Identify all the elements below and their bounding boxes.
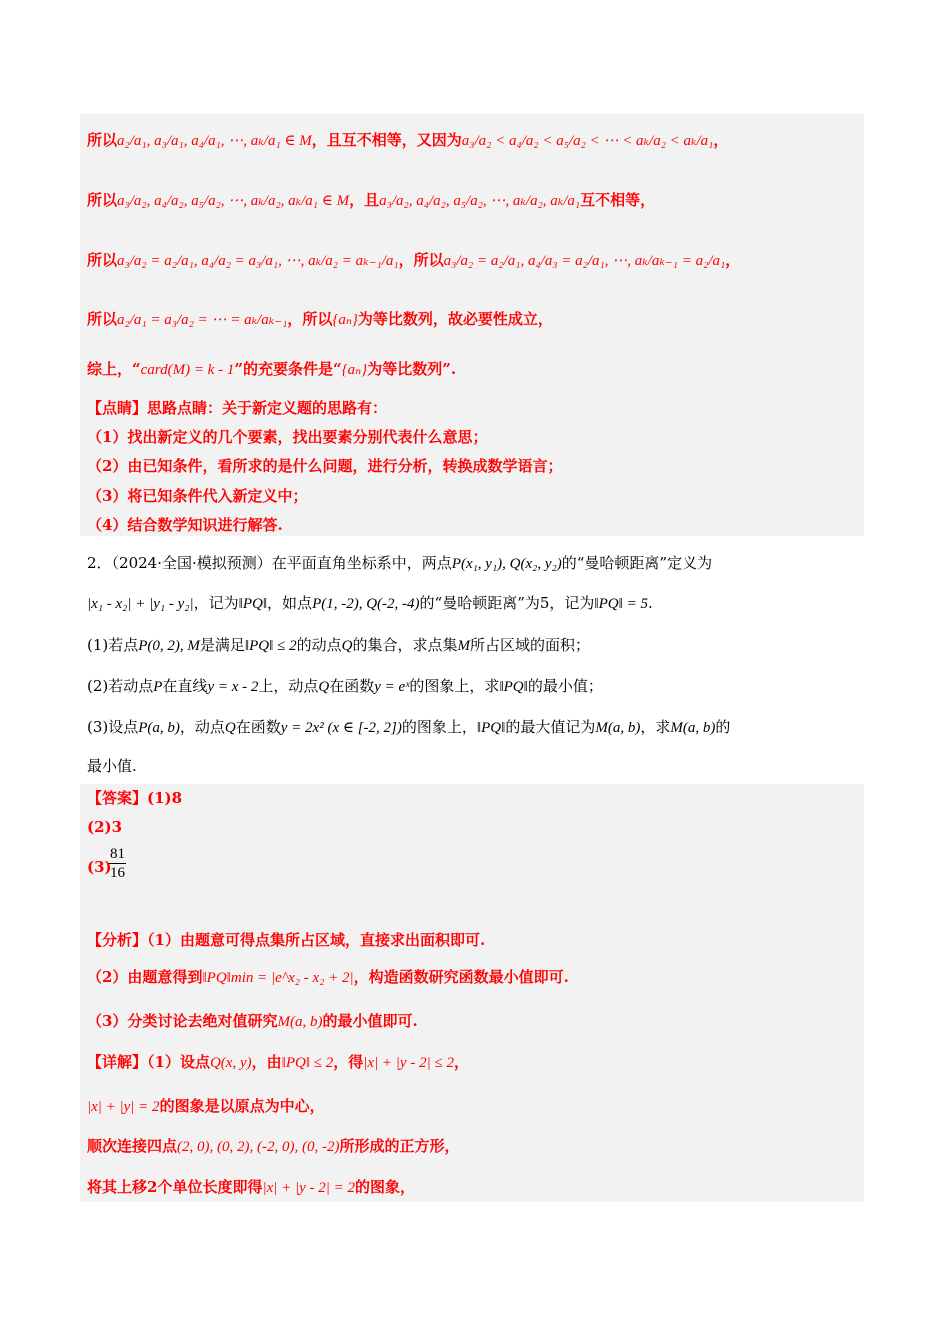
proof-line-4 <box>87 309 553 330</box>
proof-line-1 <box>87 130 728 151</box>
proof-text: 为等比数列”. <box>367 360 457 378</box>
proof-text: 所以 <box>87 191 118 209</box>
detail-line-2 <box>87 1096 325 1117</box>
detail-label: 【详解】 <box>87 1053 148 1071</box>
question-formula: P(a, b) <box>138 720 180 736</box>
proof-text: 互不相等， <box>580 191 656 209</box>
proof-line-2 <box>87 190 655 211</box>
analysis-text: 的最小值即可. <box>322 1012 418 1030</box>
analysis-formula: ‖PQ‖min = |e^x₂ - x₂ + 2| <box>202 970 354 986</box>
question-text: 的图象上，求 <box>409 677 500 695</box>
fraction-numerator: 81 <box>110 846 125 862</box>
question-part-1 <box>87 635 590 656</box>
analysis-text: ，构造函数研究函数最小值即可. <box>353 968 569 986</box>
question-formula: M(a, b) <box>670 720 716 736</box>
analysis-line-1 <box>87 930 485 950</box>
question-formula: y = 2x² (x ∈ [-2, 2]) <box>280 720 402 736</box>
question-text: 的最小值； <box>527 677 603 695</box>
detail-text: 的图象是以原点为中心， <box>159 1097 325 1115</box>
analysis-formula: M(a, b) <box>277 1014 323 1030</box>
question-text: 在直线 <box>162 677 208 695</box>
detail-text: ，由 <box>251 1053 282 1071</box>
proof-formula: a₃/a₂ = a₂/a₁, a₄/a₂ = a₃/a₁, ⋯, aₖ/a₂ = aₖ₋₁/a₁ <box>117 253 399 269</box>
question-formula: P <box>153 679 163 695</box>
proof-line-5 <box>87 359 456 380</box>
proof-text: ，且互不相等，又因为 <box>311 131 462 149</box>
question-formula: ‖PQ‖ <box>499 679 528 695</box>
proof-text: ”的充要条件是“ <box>234 360 342 378</box>
proof-formula: a₃/a₂, a₄/a₂, a₅/a₂, ⋯, aₖ/a₂, aₖ/a₁ <box>379 193 581 209</box>
proof-text: ，且 <box>349 191 380 209</box>
detail-formula: |x| + |y - 2| = 2 <box>262 1180 356 1196</box>
dianjing-item: （2）由已知条件，看所求的是什么问题，进行分析，转换成数学语言； <box>87 457 563 475</box>
question-line-1 <box>87 553 712 574</box>
detail-text: 的图象， <box>355 1178 416 1196</box>
detail-formula: |x| + |y| = 2 <box>87 1099 160 1115</box>
detail-text: 顺次连接四点 <box>87 1137 178 1155</box>
proof-line-3 <box>87 250 740 271</box>
analysis-line-2 <box>87 967 569 988</box>
analysis-text: （2）由题意得到 <box>87 968 203 986</box>
proof-text: 所以 <box>87 131 118 149</box>
question-text: 在平面直角坐标系中，两点 <box>271 554 452 572</box>
question-formula: Q <box>224 720 236 736</box>
question-formula: |x₁ - x₂| + |y₁ - y₂| <box>87 596 194 612</box>
question-formula: P(0, 2), M <box>138 638 200 654</box>
detail-text: ，得 <box>333 1053 364 1071</box>
question-line-2 <box>87 593 653 614</box>
answer-label: 【答案】 <box>87 789 148 807</box>
question-formula: ‖PQ‖ <box>476 720 506 736</box>
question-text: 上，动点 <box>258 677 319 695</box>
detail-formula: (2, 0), (0, 2), (-2, 0), (0, -2) <box>177 1139 340 1155</box>
detail-line-3 <box>87 1136 459 1157</box>
proof-text: ，所以 <box>398 251 444 269</box>
question-text: 的最大值记为 <box>505 718 596 736</box>
detail-formula: |x| + |y - 2| ≤ 2 <box>363 1055 454 1071</box>
proof-formula: a₃/a₂ = a₂/a₁, a₄/a₃ = a₂/a₁, ⋯, aₖ/aₖ₋₁ = a₂/a₁ <box>443 253 726 269</box>
question-text: 的“曼哈顿距离”为5，记为 <box>419 594 595 612</box>
analysis-line-3 <box>87 1011 418 1032</box>
question-text: 是满足 <box>199 636 245 654</box>
dianjing-item: （3）将已知条件代入新定义中； <box>87 487 308 505</box>
question-part-3 <box>87 717 730 738</box>
question-formula: Q <box>341 638 353 654</box>
proof-formula: a₃/a₂ < a₄/a₂ < a₅/a₂ < ⋯ < aₖ/a₂ < aₖ/a₁ <box>461 133 714 149</box>
detail-formula: Q(x, y) <box>209 1055 252 1071</box>
question-formula: P(x₁, y₁), Q(x₂, y₂) <box>451 556 562 572</box>
analysis-text: （3）分类讨论去绝对值研究 <box>87 1012 278 1030</box>
question-formula: M(a, b) <box>595 720 641 736</box>
dianjing-item: （1）找出新定义的几个要素，找出要素分别代表什么意思； <box>87 428 488 446</box>
question-text: ，记为 <box>193 594 239 612</box>
proof-formula: a₃/a₂, a₄/a₂, a₅/a₂, ⋯, aₖ/a₂, aₖ/a₁ ∈ M <box>117 193 350 209</box>
question-part-3-continued: 最小值. <box>87 757 137 775</box>
proof-text: 综上，“ <box>87 360 141 378</box>
question-formula: Q <box>318 679 330 695</box>
detail-line-1 <box>87 1052 469 1073</box>
question-text: 在函数 <box>235 718 281 736</box>
analysis-label: 【分析】 <box>87 931 148 949</box>
question-number: 2． <box>87 554 112 572</box>
question-text: (2)若动点 <box>87 677 154 695</box>
proof-text: 为等比数列，故必要性成立， <box>357 310 553 328</box>
question-formula: ‖PQ‖ <box>238 596 268 612</box>
detail-text: ， <box>453 1053 469 1071</box>
question-formula: y = x - 2 <box>207 679 259 695</box>
proof-formula: a₂/a₁, a₃/a₁, a₄/a₁, ⋯, aₖ/a₁ ∈ M <box>117 133 312 149</box>
proof-formula: {aₙ} <box>341 362 368 378</box>
answer-part-label: (3) <box>87 858 112 876</box>
question-formula: P(1, -2), Q(-2, -4) <box>312 596 420 612</box>
proof-formula: card(M) = k - 1 <box>140 362 235 378</box>
dianjing-item: （4）结合数学知识进行解答. <box>87 516 283 534</box>
question-text: 的“曼哈顿距离”定义为 <box>561 554 713 572</box>
analysis-text: （1）由题意可得点集所占区域，直接求出面积即可. <box>147 931 486 949</box>
detail-text: 所形成的正方形， <box>339 1137 460 1155</box>
answer-fraction <box>109 845 126 882</box>
fraction-denominator: 16 <box>110 865 125 881</box>
proof-formula: {aₙ} <box>332 312 358 328</box>
dianjing-title: 【点睛】思路点睛：关于新定义题的思路有： <box>87 399 388 417</box>
question-formula: ‖PQ‖ ≤ 2 <box>244 638 297 654</box>
detail-line-4 <box>87 1177 415 1198</box>
question-text: (3)设点 <box>87 718 139 736</box>
proof-text: 所以 <box>87 251 118 269</box>
proof-text: ， <box>713 131 729 149</box>
answer-line-1 <box>87 788 182 808</box>
question-formula: ‖PQ‖ = 5 <box>594 596 648 612</box>
question-text: 的动点 <box>296 636 342 654</box>
proof-text: 所以 <box>87 310 118 328</box>
question-part-2 <box>87 676 603 697</box>
detail-formula: ‖PQ‖ ≤ 2 <box>281 1055 334 1071</box>
question-source: （2024·全国·模拟预测） <box>111 554 272 572</box>
proof-text: ， <box>725 251 741 269</box>
question-text: 在函数 <box>329 677 375 695</box>
question-formula: y = eˣ <box>374 679 410 695</box>
question-text: 的 <box>715 718 731 736</box>
question-text: ，求 <box>640 718 671 736</box>
detail-text: 将其上移2个单位长度即得 <box>87 1178 263 1196</box>
question-text: 的集合，求点集 <box>352 636 458 654</box>
question-text: ，如点 <box>267 594 313 612</box>
proof-formula: a₂/a₁ = a₃/a₂ = ⋯ = aₖ/aₖ₋₁ <box>117 312 288 328</box>
question-text: (1)若点 <box>87 636 139 654</box>
question-text: ，动点 <box>179 718 225 736</box>
question-text: 的图象上， <box>401 718 477 736</box>
question-text: . <box>647 594 653 612</box>
detail-text: （1）设点 <box>147 1053 210 1071</box>
question-text: 所占区域的面积； <box>469 636 590 654</box>
proof-text: ，所以 <box>287 310 333 328</box>
answer-value: (1)8 <box>147 789 183 807</box>
question-formula: M <box>457 638 470 654</box>
answer-line-2: (2)3 <box>87 818 123 836</box>
